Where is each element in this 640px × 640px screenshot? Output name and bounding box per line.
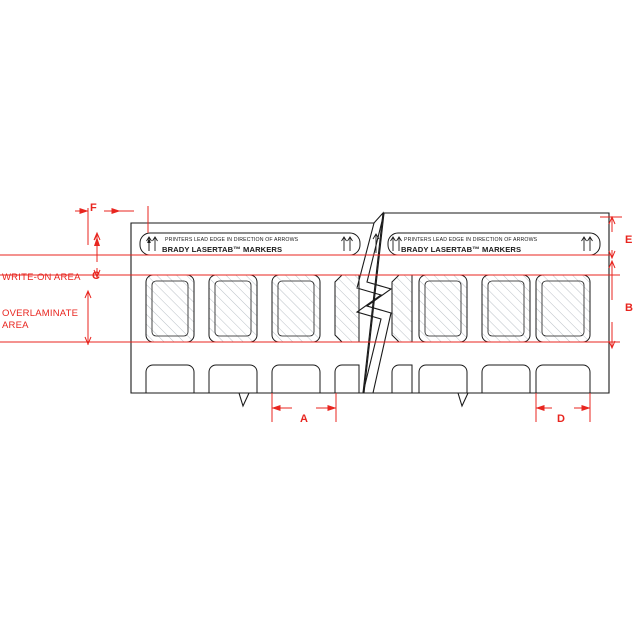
dimension-label-d: D [557, 413, 565, 425]
lead-edge-text-left: PRINTERS LEAD EDGE IN DIRECTION OF ARROWS [165, 237, 299, 243]
dimension-label-c: C [92, 270, 100, 282]
brand-text-left: BRADY LASERTAB™ MARKERS [162, 245, 283, 254]
overlaminate-area-label-line2: AREA [2, 320, 29, 331]
write-on-area-label: WRITE-ON AREA [2, 272, 81, 283]
dimension-label-f: F [90, 202, 97, 214]
label-cells-main [146, 275, 590, 342]
dimension-label-b: B [625, 302, 633, 314]
label-cells-bottom [146, 365, 590, 393]
dimension-label-e: E [625, 234, 633, 246]
overlaminate-area-label-line1: OVERLAMINATE [2, 308, 79, 319]
lead-edge-text-right: PRINTERS LEAD EDGE IN DIRECTION OF ARROWS [404, 237, 538, 243]
dimension-label-a: A [300, 413, 308, 425]
brand-text-right: BRADY LASERTAB™ MARKERS [401, 245, 522, 254]
